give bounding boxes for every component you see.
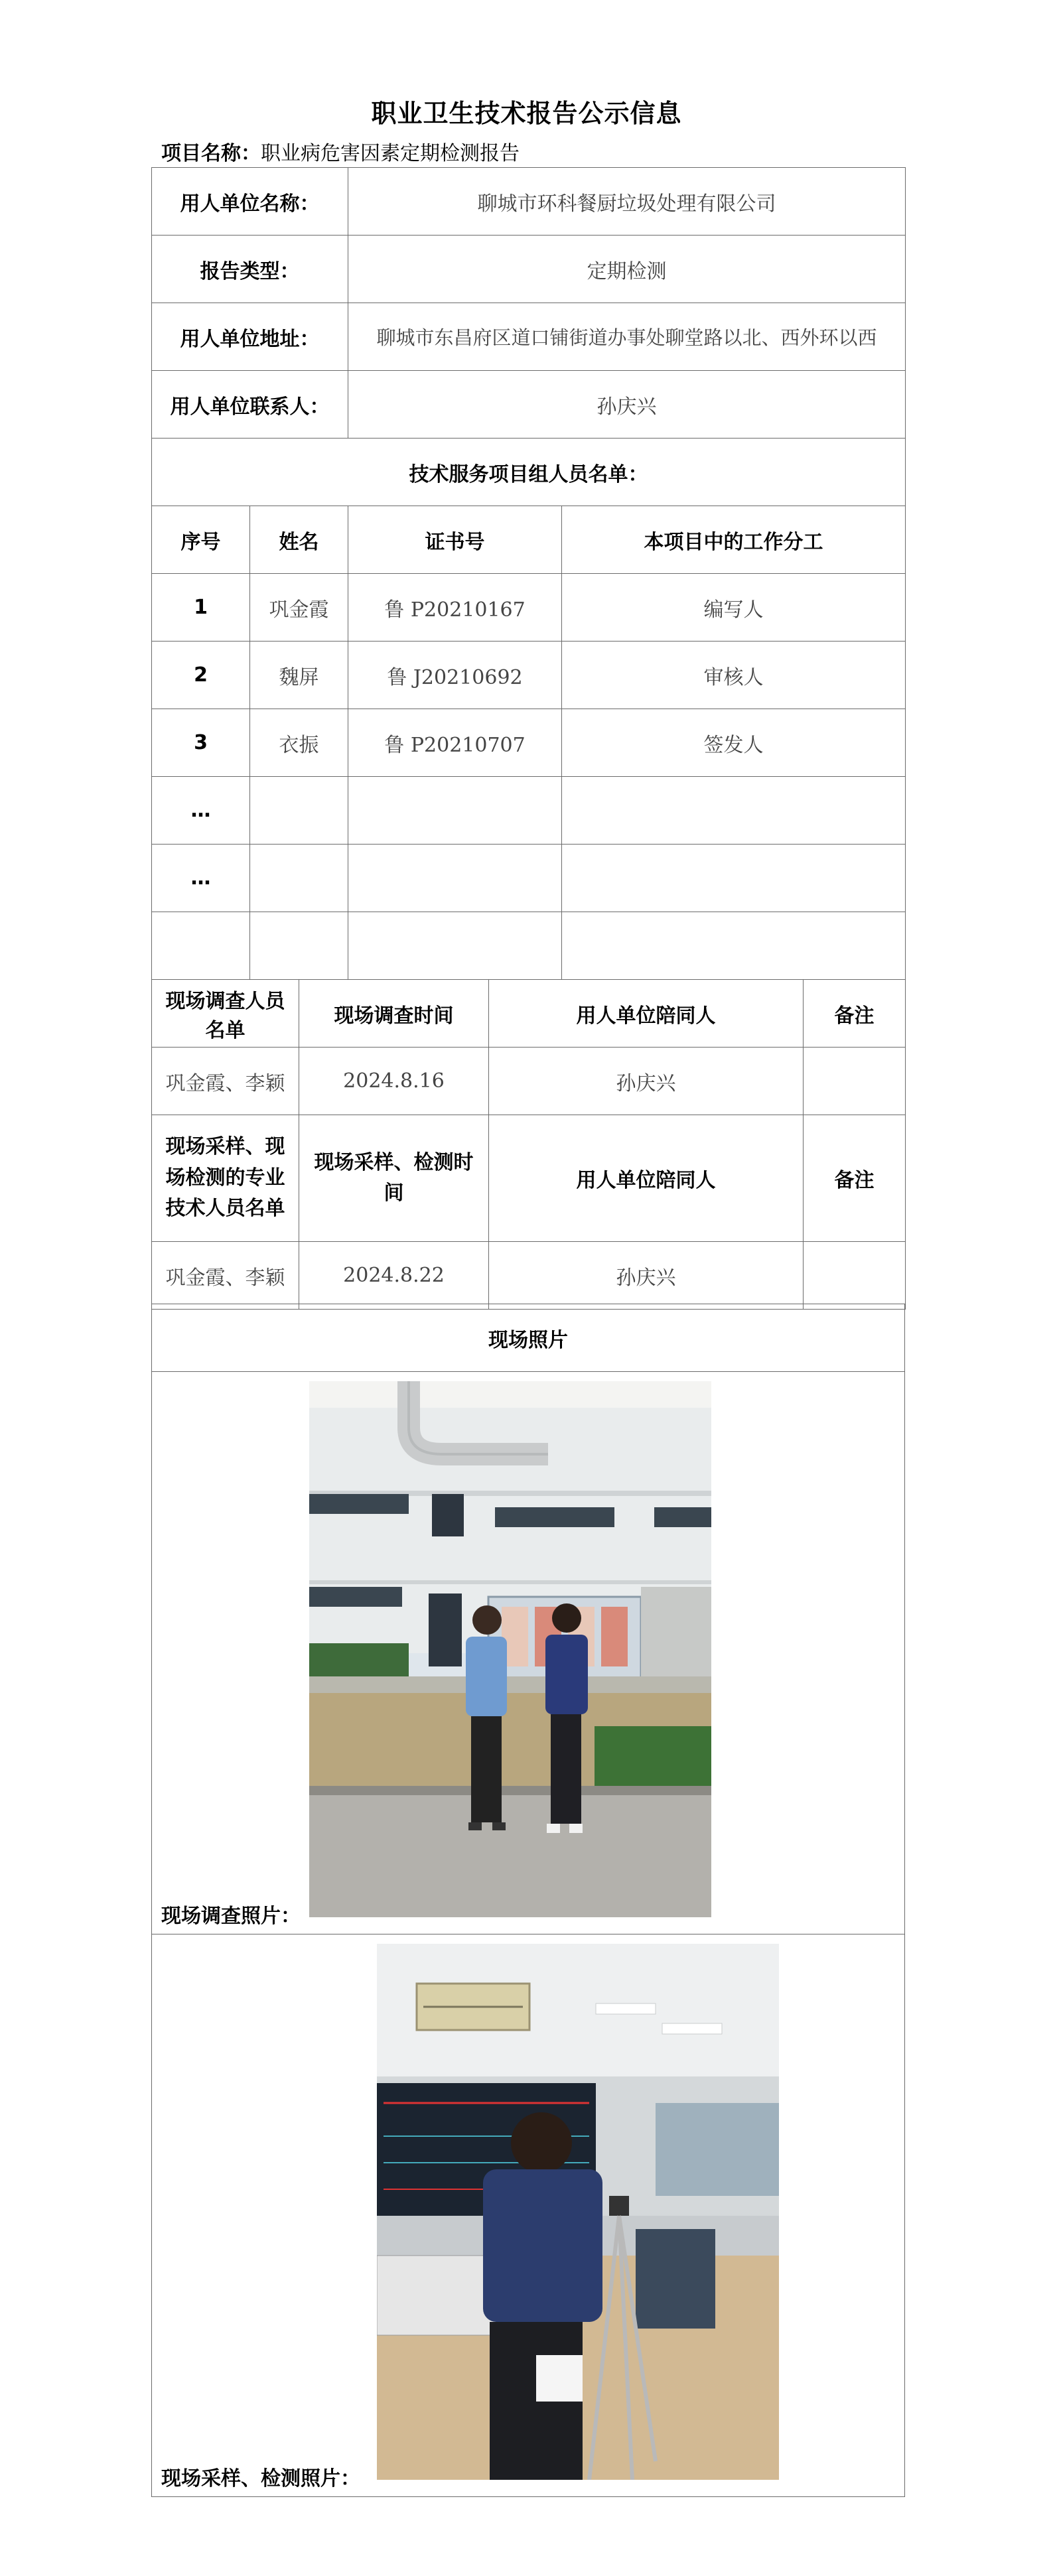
table-row (152, 709, 906, 777)
team-cert: 鲁 P20210707 (348, 709, 562, 777)
team-index (152, 912, 250, 980)
project-name-value: 职业病危害因素定期检测报告 (261, 142, 520, 165)
sampling-time: 2024.8.22 (299, 1242, 489, 1310)
document-title: 职业卫生技术报告公示信息 (371, 99, 682, 128)
company-row (152, 168, 906, 236)
table-row (152, 574, 906, 642)
company-value: 聊城市环科餐厨垃圾处理有限公司 (348, 168, 906, 236)
survey-header-row (152, 980, 906, 1048)
team-name (250, 845, 348, 912)
photos-heading: 现场照片 (152, 1304, 905, 1372)
team-cert: 鲁 P20210167 (348, 574, 562, 642)
company-label: 用人单位名称： (152, 168, 348, 236)
survey-photo-caption: 现场调查照片： (161, 1905, 301, 1928)
table-row (152, 777, 906, 845)
address-label: 用人单位地址： (152, 303, 348, 371)
photo-table (151, 1304, 905, 2497)
report-type-value: 定期检测 (348, 236, 906, 303)
team-name: 魏屏 (250, 642, 348, 709)
team-index: 1 (152, 574, 250, 642)
report-type-row (152, 236, 906, 303)
table-row (152, 642, 906, 709)
team-name (250, 777, 348, 845)
col-header-cert: 证书号 (348, 506, 562, 574)
team-index: 2 (152, 642, 250, 709)
survey-photo-cell (152, 1372, 905, 1934)
team-role (562, 912, 906, 980)
team-role: 编写人 (562, 574, 906, 642)
sampling-escort-header: 用人单位陪同人 (489, 1115, 804, 1242)
sampling-photo-caption: 现场采样、检测照片： (161, 2467, 360, 2490)
address-value: 聊城市东昌府区道口铺街道办事处聊堂路以北、西外环以西 (348, 303, 906, 371)
survey-row (152, 1048, 906, 1115)
table-row (152, 912, 906, 980)
team-name: 衣振 (250, 709, 348, 777)
table-row (152, 845, 906, 912)
team-index: … (152, 777, 250, 845)
info-table (151, 167, 906, 1310)
sampling-time-header: 现场采样、检测时间 (299, 1115, 489, 1242)
team-cert: 鲁 J20210692 (348, 642, 562, 709)
team-heading-row (152, 439, 906, 506)
contact-label: 用人单位联系人： (152, 371, 348, 439)
team-role: 审核人 (562, 642, 906, 709)
sampling-staff: 巩金霞、李颖 (152, 1242, 299, 1310)
survey-time-header: 现场调查时间 (299, 980, 489, 1048)
address-row (152, 303, 906, 371)
team-heading: 技术服务项目组人员名单： (152, 439, 906, 506)
col-header-index: 序号 (152, 506, 250, 574)
survey-escort-header: 用人单位陪同人 (489, 980, 804, 1048)
sampling-staff-header: 现场采样、现场检测的专业技术人员名单 (152, 1115, 299, 1242)
sampling-remark-header: 备注 (804, 1115, 906, 1242)
team-role (562, 845, 906, 912)
col-header-name: 姓名 (250, 506, 348, 574)
report-type-label: 报告类型： (152, 236, 348, 303)
team-header-row (152, 506, 906, 574)
sampling-header-row (152, 1115, 906, 1242)
survey-remark (804, 1048, 906, 1115)
survey-staff: 巩金霞、李颖 (152, 1048, 299, 1115)
contact-value: 孙庆兴 (348, 371, 906, 439)
team-cert (348, 845, 562, 912)
team-name: 巩金霞 (250, 574, 348, 642)
team-cert (348, 912, 562, 980)
sampling-row (152, 1242, 906, 1310)
col-header-role: 本项目中的工作分工 (562, 506, 906, 574)
team-name (250, 912, 348, 980)
survey-time: 2024.8.16 (299, 1048, 489, 1115)
project-name-line (161, 137, 520, 166)
project-name-label: 项目名称： (161, 142, 261, 165)
survey-photo (309, 1381, 711, 1917)
sampling-photo (377, 1944, 779, 2480)
contact-row (152, 371, 906, 439)
survey-staff-header: 现场调查人员名单 (152, 980, 299, 1048)
team-index: … (152, 845, 250, 912)
team-cert (348, 777, 562, 845)
survey-escort: 孙庆兴 (489, 1048, 804, 1115)
team-role: 签发人 (562, 709, 906, 777)
team-index: 3 (152, 709, 250, 777)
sampling-escort: 孙庆兴 (489, 1242, 804, 1310)
team-role (562, 777, 906, 845)
sampling-photo-cell (152, 1934, 905, 2497)
sampling-remark (804, 1242, 906, 1310)
survey-remark-header: 备注 (804, 980, 906, 1048)
